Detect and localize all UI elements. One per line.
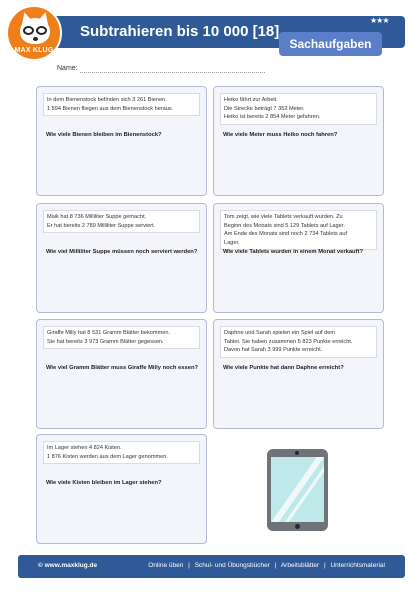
question-line: verkauft? xyxy=(336,249,363,255)
task-question xyxy=(223,131,337,140)
footer-link-books[interactable]: Schul- und Übungsbücher xyxy=(194,562,270,569)
task-question xyxy=(223,364,344,373)
tablet-illustration xyxy=(267,449,328,531)
category-badge: Sachaufgaben xyxy=(279,32,382,56)
task-question xyxy=(46,131,162,140)
question-line: Wie viele Tablets wurden in einem Monat xyxy=(223,249,336,255)
question-line: werden? xyxy=(173,249,198,255)
task-card-6 xyxy=(213,319,384,429)
tablet-camera xyxy=(295,451,299,455)
footer-link-material[interactable]: Unterrichtsmaterial xyxy=(330,562,385,569)
glasses-right xyxy=(36,26,47,35)
task-line: Davon hat Sarah 3 999 Punkte erreicht. xyxy=(224,347,323,354)
task-line: Maik hat 8 736 Milliliter Suppe gemacht. xyxy=(47,214,147,220)
task-question xyxy=(46,364,198,373)
task-line: Sie hat bereits 3 973 Gramm Blätter gegessen. xyxy=(47,338,164,345)
task-line: Tablet. Sie haben zusammen 5 823 Punkte erreicht. xyxy=(224,338,353,345)
task-text xyxy=(43,441,200,464)
footer-bar xyxy=(18,555,405,578)
tablet-home-button xyxy=(295,524,300,529)
task-line: 1 876 Kisten werden aus dem Lager genommen. xyxy=(47,453,168,460)
footer-site-link[interactable]: © www.maxklug.de xyxy=(38,562,98,569)
task-line: Im Lager stehen 4 824 Kisten. xyxy=(47,445,122,451)
task-question xyxy=(46,479,162,488)
task-line: Heiko ist bereits 2 854 Meter gefahren. xyxy=(224,114,321,121)
question-line: Wie viel Milliliter Suppe müssen noch serviert xyxy=(46,249,172,255)
task-card-2 xyxy=(213,86,384,196)
question-line: Wie viele Meter muss Heiko noch fahren? xyxy=(223,132,338,138)
task-text xyxy=(43,326,200,349)
task-card-4 xyxy=(213,203,384,313)
task-line: In dem Bienenstock befinden sich 3 261 Bienen. xyxy=(47,97,167,103)
fox-nose xyxy=(33,37,38,41)
question-line: Wie viele Punkte hat dann Daphne erreicht? xyxy=(223,365,344,371)
footer-links xyxy=(148,562,385,569)
task-line: Daphne und Sarah spielen ein Spiel auf dem xyxy=(224,330,336,336)
task-text xyxy=(43,93,200,116)
task-card-1 xyxy=(36,86,207,196)
task-line: Heiko fährt zur Arbeit. xyxy=(224,97,278,103)
logo-brand-text: MAX KLUG xyxy=(14,47,54,54)
task-line: 1 594 Bienen fliegen aus dem Bienenstock heraus. xyxy=(47,105,174,112)
footer-separator: | xyxy=(323,562,326,569)
footer-link-worksheets[interactable]: Arbeitsblätter xyxy=(280,562,320,569)
glasses-left xyxy=(23,26,34,35)
task-question xyxy=(46,248,197,257)
question-line: noch essen? xyxy=(162,365,199,371)
difficulty-stars: ★★★ xyxy=(370,16,389,25)
footer-separator: | xyxy=(274,562,277,569)
question-line: Wie viele Bienen bleiben im Bienenstock? xyxy=(46,132,162,138)
task-question xyxy=(223,248,363,257)
task-text xyxy=(220,326,377,358)
task-card-7 xyxy=(36,434,207,544)
task-line: Er hat bereits 2 789 Milliliter Suppe serviert. xyxy=(47,222,156,229)
task-line: Tom zeigt, wie viele Tablets verkauft wurden. Zu xyxy=(224,214,343,220)
task-card-5 xyxy=(36,319,207,429)
footer-link-online[interactable]: Online üben xyxy=(148,562,184,569)
name-field[interactable] xyxy=(80,72,265,73)
footer-separator: | xyxy=(188,562,190,569)
task-text xyxy=(220,210,377,250)
task-text xyxy=(220,93,377,125)
question-line: Wie viele Kisten bleiben im Lager stehen? xyxy=(46,480,162,486)
task-line: Beginn des Monats sind 5 129 Tablets auf Lager. xyxy=(224,222,345,229)
question-line: Wie viel Gramm Blätter muss Giraffe Milly xyxy=(46,365,161,371)
tablet-screen xyxy=(271,457,324,522)
name-label: Name: xyxy=(57,65,78,72)
task-line: Am Ende des Monats sind noch 2 734 Tablets auf xyxy=(224,231,348,238)
task-text xyxy=(43,210,200,233)
task-line: Lager. xyxy=(224,239,240,246)
page-title: Subtrahieren bis 10 000 [18] xyxy=(80,23,280,40)
task-card-3 xyxy=(36,203,207,313)
task-line: Die Strecke beträgt 7 352 Meter. xyxy=(224,105,305,112)
max-klug-logo xyxy=(6,5,62,61)
task-line: Giraffe Milly hat 8 531 Gramm Blätter bekommen. xyxy=(47,330,171,336)
